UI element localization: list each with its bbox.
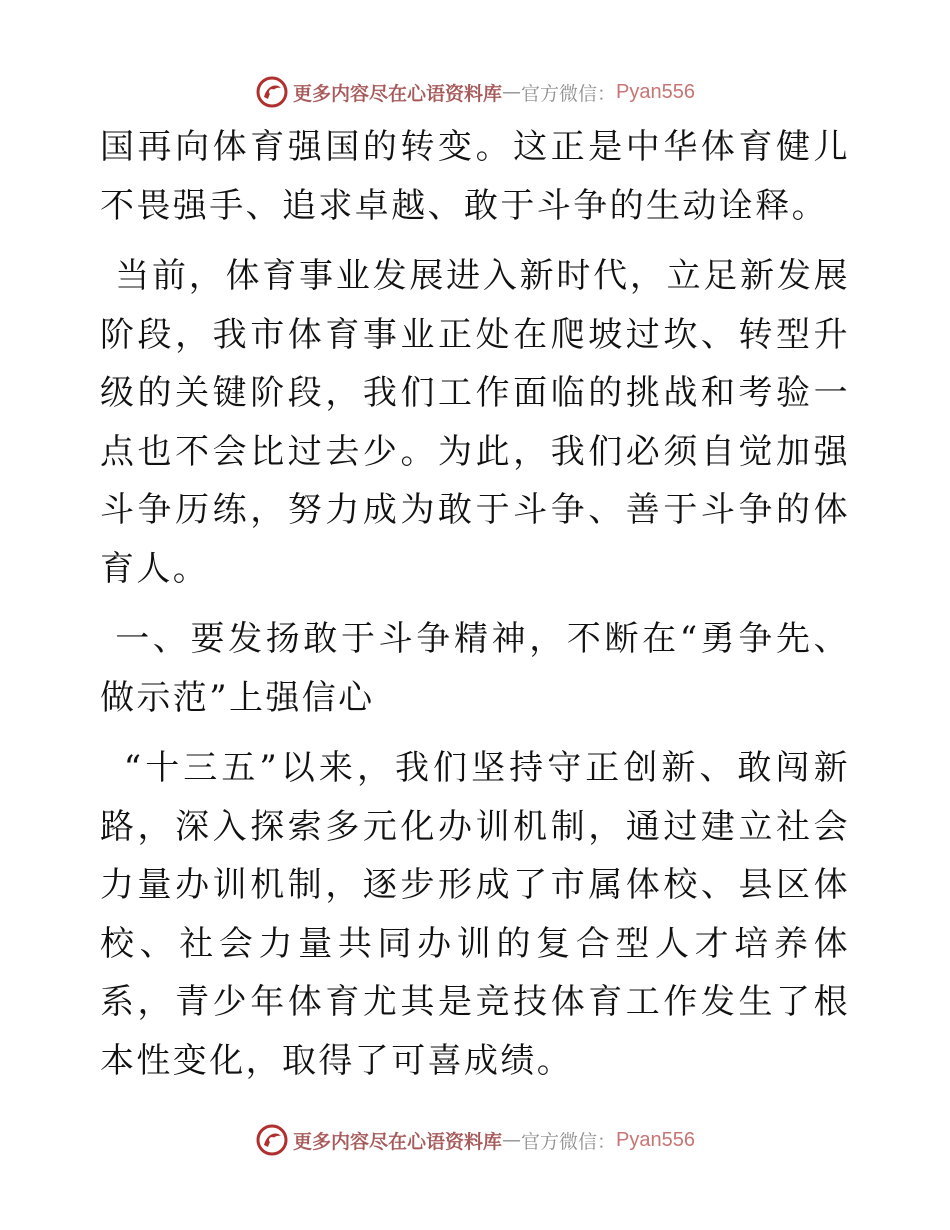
- banner-wechat-id: Pyan556: [616, 1128, 695, 1151]
- section-heading: 一、要发扬敢于斗争精神，不断在“勇争先、做示范”上强信心: [100, 619, 850, 718]
- paragraph-1: 国再向体育强国的转变。这正是中华体育健儿不畏强手、追求卓越、敢于斗争的生动诠释。: [100, 127, 850, 226]
- banner-separator: —: [502, 81, 522, 103]
- paragraph-3: “十三五”以来，我们坚持守正创新、敢闯新路，深入探索多元化办训机制，通过建立社会力量办训机制，逐步形成了市属体校、县区体校、社会力量共同办训的复合型人才培养体系，青少年体育尤其是竞技体育工作发生了根本性变化，取得了可喜成绩。: [100, 748, 850, 1081]
- banner-wechat-id: Pyan556: [616, 80, 695, 103]
- banner-text: 更多内容尽在心语资料库: [293, 1130, 503, 1153]
- banner-separator: —: [502, 1129, 522, 1151]
- banner-label: 官方微信：: [521, 82, 617, 105]
- paragraph-2: 当前，体育事业发展进入新时代，立足新发展阶段，我市体育事业正处在爬坡过坎、转型升级的关键阶段，我们工作面临的挑战和考验一点也不会比过去少。为此，我们必须自觉加强斗争历练，努力成为敢于斗争、善于斗争的体育人。: [100, 256, 850, 589]
- banner-text: 更多内容尽在心语资料库: [293, 82, 503, 105]
- header-banner: [0, 72, 950, 112]
- swirl-logo-icon: [255, 1123, 289, 1157]
- banner-label: 官方微信：: [521, 1130, 617, 1153]
- footer-banner: [0, 1120, 950, 1160]
- swirl-logo-icon: [255, 75, 289, 109]
- document-body: [100, 118, 850, 1102]
